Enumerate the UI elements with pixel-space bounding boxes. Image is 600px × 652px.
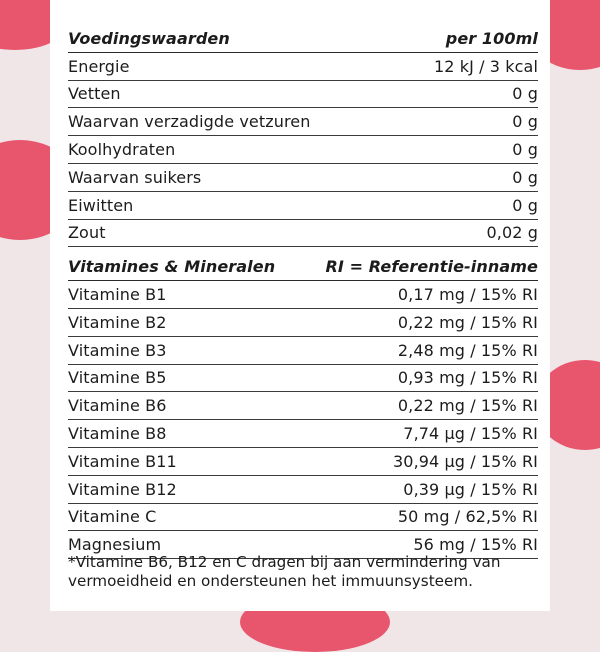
- vitamin-row: [68, 420, 538, 448]
- vitamin-label: Vitamine C: [68, 507, 157, 527]
- nutrient-label: Koolhydraten: [68, 140, 176, 160]
- vitamin-row: [68, 504, 538, 532]
- vitamin-label: Vitamine B2: [68, 312, 167, 332]
- vitamin-label: Vitamine B8: [68, 424, 167, 444]
- vitamin-value: 0,17 mg / 15% RI: [397, 285, 538, 305]
- vitamin-label: Vitamine B6: [68, 396, 167, 416]
- nutrition-row: [68, 81, 538, 109]
- vitamin-label: Vitamine B1: [68, 285, 167, 305]
- vitamin-row: [68, 365, 538, 393]
- vitamin-value: 0,39 µg / 15% RI: [403, 479, 538, 499]
- nutrient-label: Waarvan verzadigde vetzuren: [68, 112, 311, 132]
- nutrition-row: [68, 53, 538, 81]
- vitamin-row: [68, 448, 538, 476]
- nutrition-row: [68, 108, 538, 136]
- vitamin-row: [68, 309, 538, 337]
- nutrient-label: Zout: [68, 223, 106, 243]
- vitamin-label: Vitamine B5: [68, 368, 167, 388]
- vitamin-value: 2,48 mg / 15% RI: [397, 340, 538, 360]
- nutrient-value: 12 kJ / 3 kcal: [434, 56, 538, 76]
- nutrient-value: 0 g: [512, 112, 538, 132]
- footnote: *Vitamine B6, B12 en C dragen bij aan vermindering van vermoeidheid en ondersteunen het immuunsysteem.: [68, 553, 501, 590]
- nutrition-row: [68, 220, 538, 248]
- nutrient-value: 0 g: [512, 167, 538, 187]
- vitamin-value: 50 mg / 62,5% RI: [397, 507, 538, 527]
- nutrient-value: 0 g: [512, 195, 538, 215]
- nutrient-value: 0 g: [512, 140, 538, 160]
- nutrition-row: [68, 192, 538, 220]
- nutrition-header: [68, 25, 538, 53]
- vitamin-row: [68, 281, 538, 309]
- vitamins-header-label: Vitamines & Mineralen: [68, 257, 276, 277]
- nutrient-label: Waarvan suikers: [68, 167, 202, 187]
- nutrition-table: [68, 25, 538, 559]
- nutrient-label: Eiwitten: [68, 195, 134, 215]
- vitamin-value: 7,74 µg / 15% RI: [403, 424, 538, 444]
- vitamin-row: [68, 392, 538, 420]
- nutrition-header-unit: per 100ml: [445, 28, 538, 48]
- vitamins-header-unit: RI = Referentie-inname: [325, 257, 538, 277]
- nutrient-label: Vetten: [68, 84, 121, 104]
- nutrition-header-label: Voedingswaarden: [68, 28, 230, 48]
- nutrient-value: 0 g: [512, 84, 538, 104]
- vitamin-label: Vitamine B12: [68, 479, 177, 499]
- nutrition-row: [68, 136, 538, 164]
- vitamin-label: Vitamine B3: [68, 340, 167, 360]
- nutrient-value: 0,02 g: [486, 223, 538, 243]
- vitamin-label: Vitamine B11: [68, 451, 177, 471]
- vitamin-label: Magnesium: [68, 535, 162, 555]
- nutrition-row: [68, 164, 538, 192]
- vitamin-value: 0,22 mg / 15% RI: [397, 312, 538, 332]
- vitamin-row: [68, 337, 538, 365]
- vitamin-value: 30,94 µg / 15% RI: [393, 451, 538, 471]
- vitamin-row: [68, 476, 538, 504]
- vitamin-value: 56 mg / 15% RI: [413, 535, 538, 555]
- vitamins-header: [68, 253, 538, 281]
- nutrient-label: Energie: [68, 56, 130, 76]
- vitamin-value: 0,93 mg / 15% RI: [397, 368, 538, 388]
- vitamin-value: 0,22 mg / 15% RI: [397, 396, 538, 416]
